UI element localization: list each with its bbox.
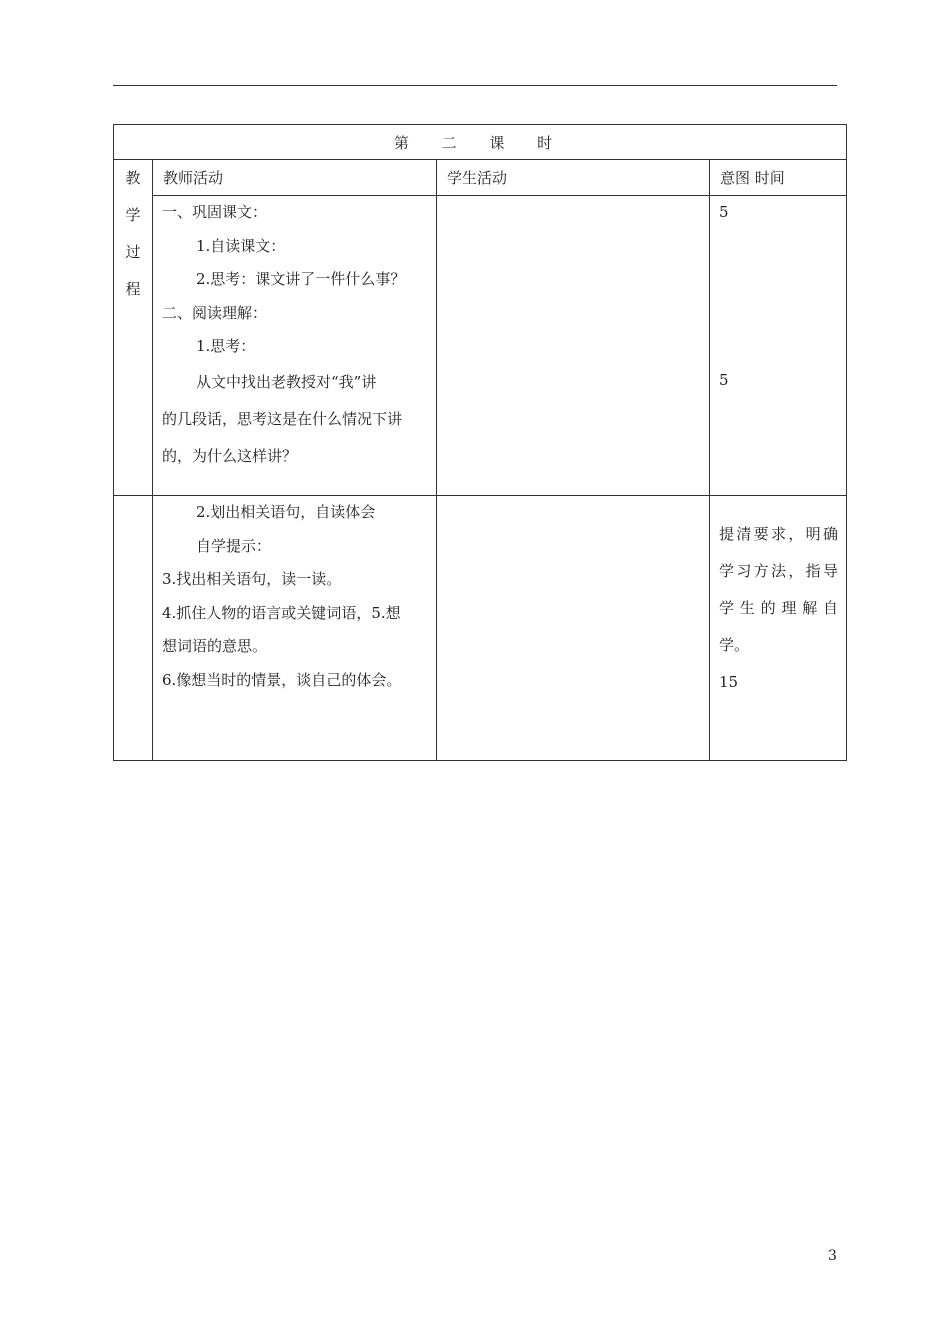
teacher-line: 6.像想当时的情景，谈自己的体会。 [162,670,402,689]
teacher-line: 二、阅读理解： [162,303,268,322]
spacer [710,230,846,364]
teacher-line: 一、巩固课文： [162,203,268,221]
teacher-line: 1.自读课文： [196,236,286,255]
side-char-2: 学 [125,206,141,224]
teacher-cell-1 [153,196,437,496]
student-cell-1 [437,196,710,496]
teacher-line: 2.思考：课文讲了一件什么事？ [196,270,406,288]
teacher-para-line: 的几段话，思考这是在什么情况下讲 [162,409,403,428]
time-value: 5 [719,370,729,389]
side-label-cell [114,160,153,496]
table-row [114,196,847,496]
side-char-3: 过 [125,243,141,261]
header-student: 学生活动 [437,160,710,196]
teacher-line: 4.抓住人物的语言或关键词语，5.想 [162,603,401,622]
table-row [114,496,847,761]
teacher-cell-2 [153,496,437,761]
time-value: 5 [719,203,729,221]
teacher-line: 3.找出相关语句，读一读。 [162,570,342,588]
intent-cell-1 [710,196,847,496]
intent-line: 提清要求，明确 [719,525,838,543]
side-cell-2 [114,496,153,761]
page-number: 3 [828,1248,837,1264]
header-intent: 意图 时间 [710,160,847,196]
teacher-line: 2.划出相关语句，自读体会 [196,503,376,521]
student-cell-2 [437,496,710,761]
table-title-row [114,125,847,160]
intent-line: 学。 [719,636,750,654]
intent-cell-2 [710,496,847,761]
intent-line: 学习方法，指导 [719,562,838,580]
time-value: 15 [719,673,739,691]
teacher-line: 1.思考： [196,337,256,355]
table-header-row [114,160,847,196]
teacher-line: 自学提示： [196,536,272,555]
side-char-4: 程 [125,280,141,298]
header-rule [113,85,837,86]
teacher-line: 想词语的意思。 [162,637,268,655]
header-teacher: 教师活动 [153,160,437,196]
side-char-1: 教 [125,169,141,187]
teacher-para-line: 从文中找出老教授对“我”讲 [196,372,377,391]
lesson-title: 第 二 课 时 [114,125,847,160]
intent-line: 学生的理解自 [719,599,838,617]
lesson-plan-table [113,124,847,761]
teacher-para-line: 的，为什么这样讲？ [162,446,298,465]
